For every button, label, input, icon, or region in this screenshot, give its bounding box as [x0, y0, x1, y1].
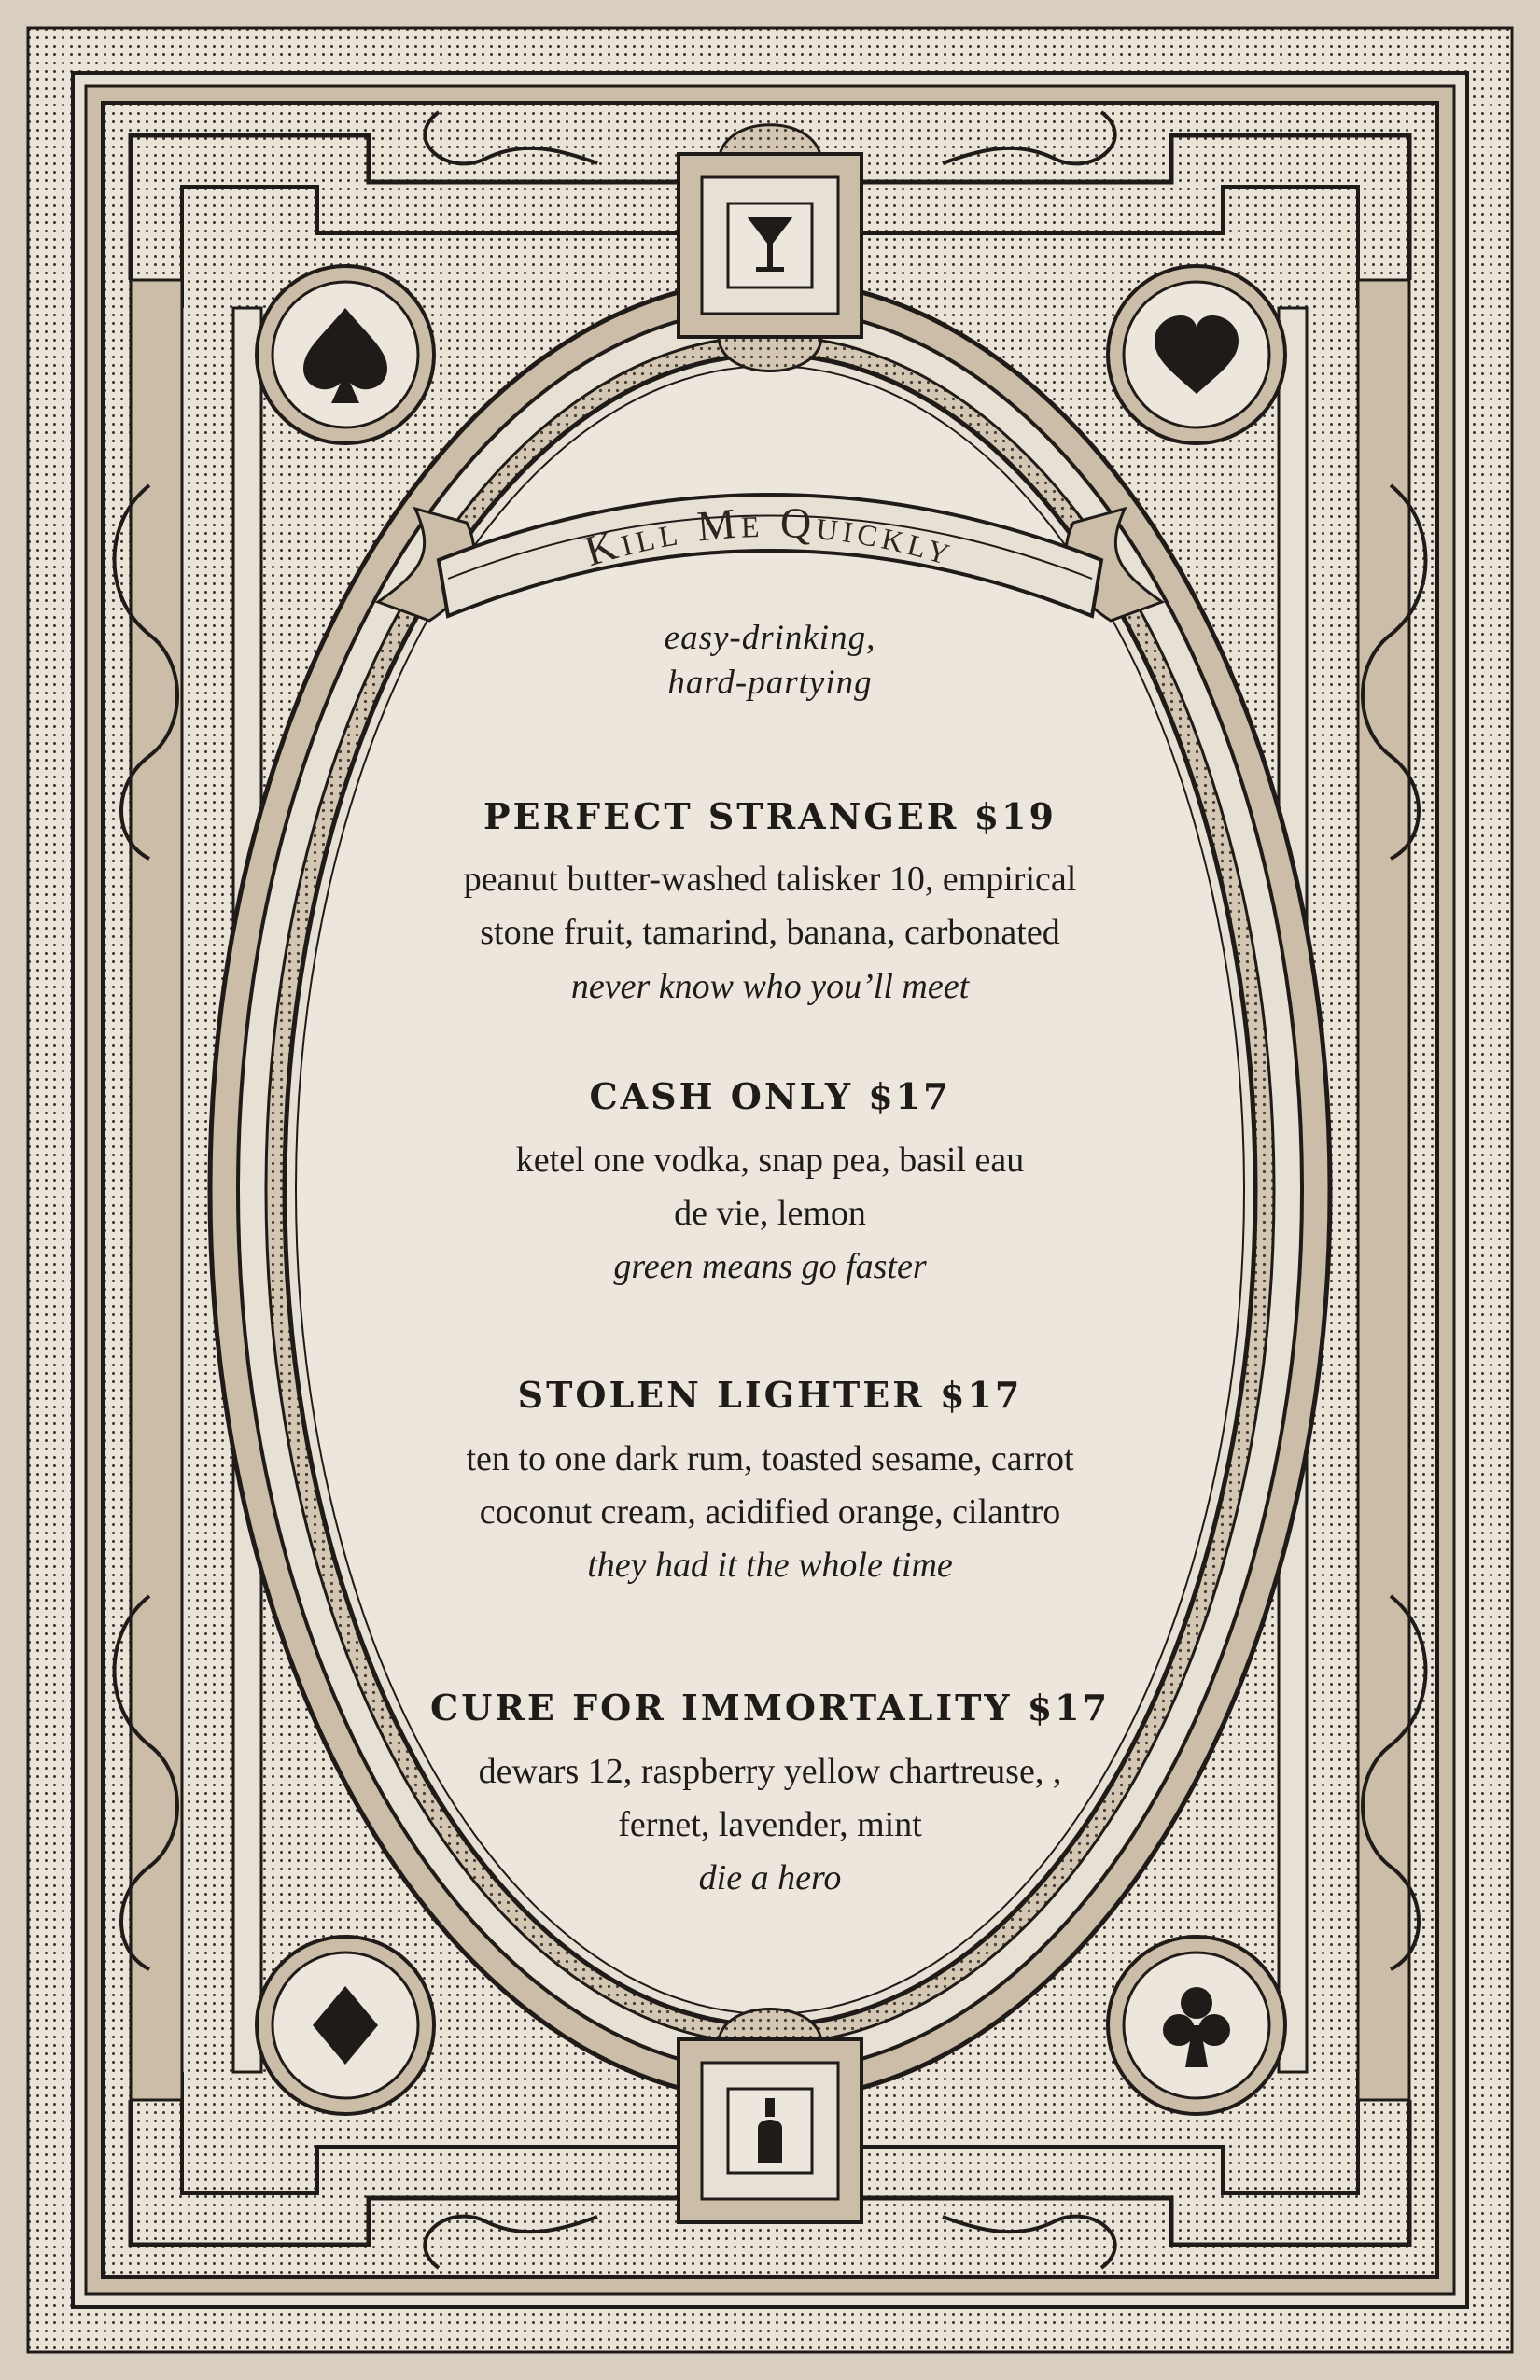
description-line: ten to one dark rum, toasted sesame, carrot — [466, 1439, 1074, 1478]
drink-name: STOLEN LIGHTER $17 — [517, 1374, 1023, 1416]
drink-tagline: die a hero — [698, 1858, 842, 1897]
bottom-medallion — [679, 2009, 861, 2223]
drink-name: CASH ONLY $17 — [589, 1075, 951, 1117]
description-line: coconut cream, acidified orange, cilantro — [479, 1492, 1061, 1532]
drink-tagline: green means go faster — [613, 1247, 927, 1286]
description-line: fernet, lavender, mint — [618, 1805, 922, 1844]
club-medallion — [1108, 1937, 1285, 2114]
subtitle — [0, 616, 1540, 706]
description-line: ketel one vodka, snap pea, basil eau — [515, 1141, 1025, 1180]
description-line: peanut butter-washed talisker 10, empirical — [463, 860, 1077, 899]
drink-description — [0, 1134, 1540, 1240]
drink-tagline: never know who you’ll meet — [570, 967, 970, 1006]
subtitle-line: easy-drinking, — [664, 619, 876, 657]
description-line: dewars 12, raspberry yellow chartreuse, , — [478, 1752, 1062, 1791]
description-line: de vie, lemon — [674, 1194, 866, 1233]
section-title-text: Kill Me Quickly — [579, 497, 961, 576]
drink-tagline: they had it the whole time — [587, 1546, 953, 1585]
heart-medallion — [1108, 266, 1285, 443]
drink-name: CURE FOR IMMORTALITY $17 — [429, 1687, 1111, 1729]
top-medallion — [679, 125, 861, 371]
drink-description — [0, 1745, 1540, 1852]
drink-description — [0, 1433, 1540, 1539]
diamond-medallion — [257, 1937, 434, 2114]
drink-name: PERFECT STRANGER $19 — [483, 795, 1057, 837]
drink-description — [0, 853, 1540, 959]
spade-medallion — [257, 266, 434, 443]
description-line: stone fruit, tamarind, banana, carbonated — [480, 913, 1060, 952]
subtitle-line: hard-partying — [667, 664, 873, 702]
